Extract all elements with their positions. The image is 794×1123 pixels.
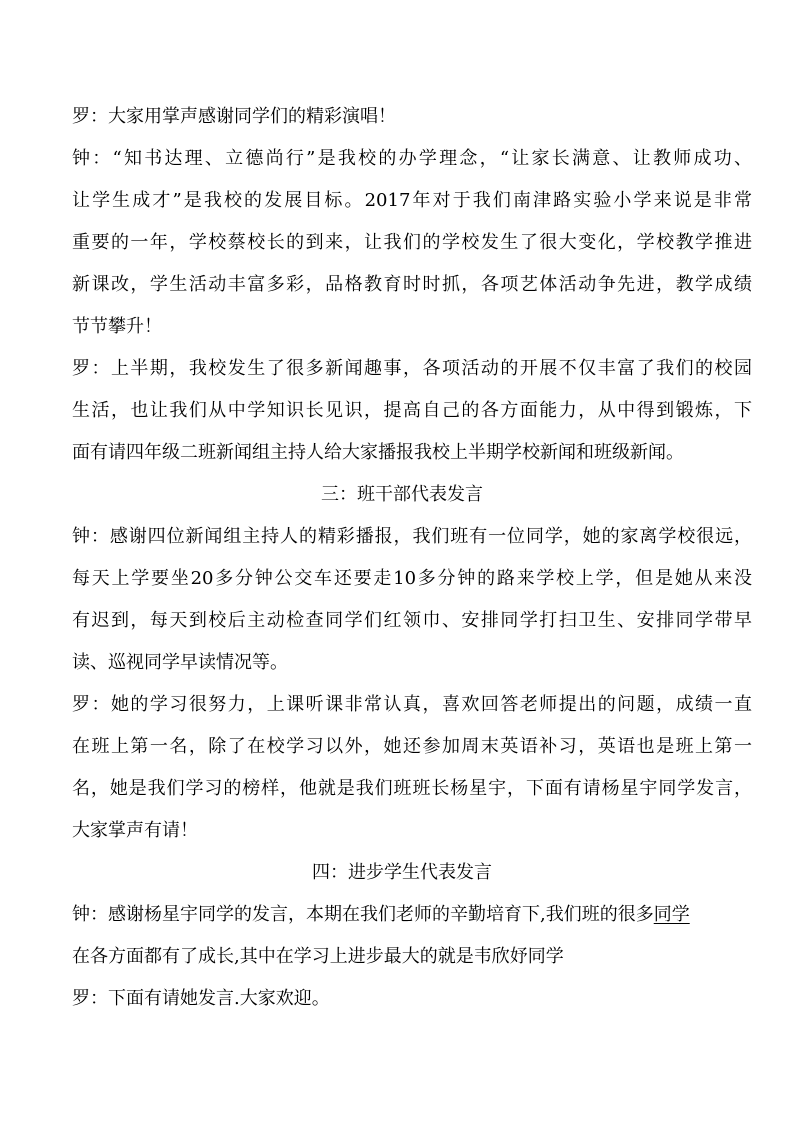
text-line: 读、巡视同学早读情况等。 (72, 652, 288, 673)
text-line: 罗：大家用掌声感谢同学们的精彩演唱！ (72, 106, 396, 127)
text-line: 让学生成才”是我校的发展目标。2017年对于我们南津路实验小学来说是非常 (72, 190, 752, 211)
underlined-word: 同学 (653, 904, 690, 925)
text-line: 生活，也让我们从中学知识长见识，提高自己的各方面能力，从中得到锻炼，下 (72, 400, 752, 421)
text-line: 每天上学要坐20多分钟公交车还要走10多分钟的路来学校上学，但是她从来没 (72, 568, 752, 589)
text-line: 罗：上半期，我校发生了很多新闻趣事，各项活动的开展不仅丰富了我们的校园 (72, 358, 752, 379)
text-line: 大家掌声有请！ (72, 820, 198, 841)
text-line: 罗：下面有请她发言.大家欢迎。 (72, 988, 330, 1009)
text-line: 在班上第一名，除了在校学习以外，她还参加周末英语补习，英语也是班上第一 (72, 736, 752, 757)
text-line: 面有请四年级二班新闻组主持人给大家播报我校上半期学校新闻和班级新闻。 (72, 442, 684, 463)
text-line: 罗：她的学习很努力，上课听课非常认真，喜欢回答老师提出的问题，成绩一直 (72, 694, 752, 715)
text-line: 新课改，学生活动丰富多彩，品格教育时时抓，各项艺体活动争先进，教学成绩 (72, 274, 752, 295)
section-heading: 三：班干部代表发言 (321, 484, 483, 505)
text-line (72, 902, 752, 928)
text-line: 钟：“知书达理、立德尚行”是我校的办学理念，“让家长满意、让教师成功、 (72, 148, 752, 169)
text-line: 钟：感谢四位新闻组主持人的精彩播报，我们班有一位同学，她的家离学校很远， (72, 526, 752, 547)
text-line: 节节攀升！ (72, 316, 162, 337)
text-line: 名，她是我们学习的榜样，他就是我们班班长杨星宇，下面有请杨星宇同学发言， (72, 778, 752, 799)
section-heading: 四：进步学生代表发言 (312, 862, 492, 883)
text-line: 有迟到，每天到校后主动检查同学们红领巾、安排同学打扫卫生、安排同学带早 (72, 610, 752, 631)
text-line: 重要的一年，学校蔡校长的到来，让我们的学校发生了很大变化，学校教学推进 (72, 232, 752, 253)
text-line: 在各方面都有了成长,其中在学习上进步最大的就是韦欣妤同学 (72, 946, 564, 967)
text-line-segment: 钟：感谢杨星宇同学的发言，本期在我们老师的辛勤培育下,我们班的很多 (72, 904, 654, 925)
